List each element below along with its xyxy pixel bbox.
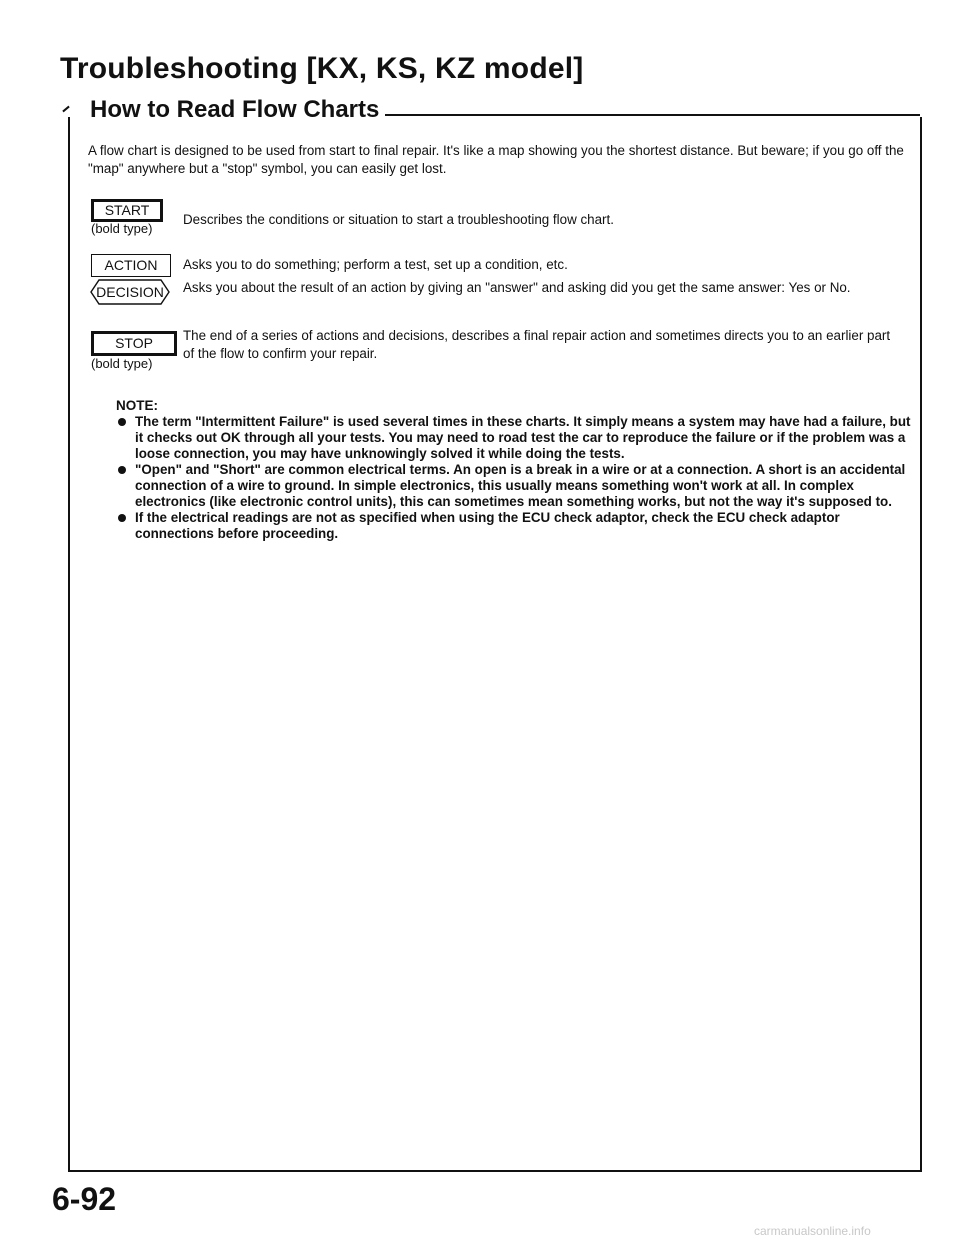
decision-symbol [89,277,171,307]
decision-description: Asks you about the result of an action by giving an "answer" and asking did you get the same answer: Yes or No. [183,280,851,295]
content-frame [68,117,922,1172]
note-item [116,510,911,542]
note-text: "Open" and "Short" are common electrical terms. An open is a break in a wire or at a connection. A short is an accidental connection of a wire to ground. In simple electronics, this usually means something won't work at all. In complex electronics (like electronic control units), this can sometimes mean something works, but not the way it's supposed to. [135,462,906,509]
note-item [116,414,911,462]
start-caption: (bold type) [91,221,153,236]
intro-paragraph: A flow chart is designed to be used from start to final repair. It's like a map showing you the shortest distance. But beware; if you go off the "map" anywhere but a "stop" symbol, you can easily get lost. [88,143,904,176]
stop-caption: (bold type) [91,356,153,371]
page-title: Troubleshooting [KX, KS, KZ model] [60,52,584,85]
page-number: 6-92 [52,1181,117,1217]
decision-symbol-label: DECISION [96,284,164,300]
notes-list [116,414,911,542]
frame-corner-tick [62,106,69,113]
action-description: Asks you to do something; perform a test, set up a condition, etc. [183,257,568,272]
action-symbol: ACTION [91,254,171,277]
bullet-icon [118,514,126,522]
note-item [116,462,911,510]
note-text: If the electrical readings are not as specified when using the ECU check adaptor, check the ECU check adaptor connections before proceeding. [135,510,840,541]
frame-top-rule [366,114,920,116]
bullet-icon [118,418,126,426]
start-symbol: START [91,199,163,222]
section-title: How to Read Flow Charts [90,96,385,124]
watermark: carmanualsonline.info [754,1224,871,1238]
notes-label: NOTE: [116,398,158,413]
stop-symbol: STOP [91,331,177,356]
bullet-icon [118,466,126,474]
start-description: Describes the conditions or situation to start a troubleshooting flow chart. [183,212,614,227]
note-text: The term "Intermittent Failure" is used several times in these charts. It simply means a system may have had a failure, but it checks out OK through all your tests. You may need to road test the car to reproduce the failure or if the problem was a loose connection, you may have unknowingly solved it while doing the tests. [135,414,911,461]
stop-description: The end of a series of actions and decisions, describes a final repair action and sometimes directs you to an earlier part of the flow to confirm your repair. [183,328,891,361]
